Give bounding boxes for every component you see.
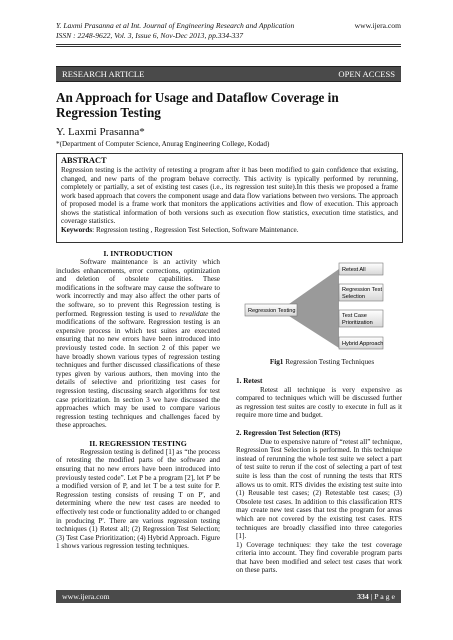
retest-heading: 1. Retest bbox=[236, 377, 263, 385]
right-column bbox=[236, 377, 402, 575]
left-column bbox=[56, 249, 220, 551]
figure-label-rts-2: Selection bbox=[342, 294, 366, 300]
journal-website-link[interactable]: www.ijera.com bbox=[354, 21, 401, 30]
abstract-box bbox=[56, 153, 403, 243]
paper-author: Y. Laxmi Prasanna* bbox=[56, 126, 145, 138]
article-type-banner bbox=[56, 66, 401, 82]
journal-citation: Y. Laxmi Prasanna et al Int. Journal of Engineering Research and Application bbox=[56, 21, 295, 30]
footer-website-link[interactable]: www.ijera.com bbox=[62, 592, 110, 601]
page-footer bbox=[56, 590, 401, 603]
abstract-heading: ABSTRACT bbox=[61, 156, 107, 165]
figure-label-prio-2: Prioritization bbox=[342, 320, 373, 326]
regression-techniques-figure bbox=[243, 262, 401, 354]
page-label: | P a g e bbox=[368, 592, 395, 601]
keywords-label: Keywords bbox=[61, 225, 93, 234]
paper-title: An Approach for Usage and Dataflow Coverage in Regression Testing bbox=[56, 90, 339, 120]
regression-heading: II. REGRESSION TESTING bbox=[89, 438, 187, 448]
page-number: 334 bbox=[357, 592, 369, 601]
retest-paragraph: Retest all technique is very expensive as compared to techniques which will be discussed further as regression test suites are costly to execute in full as it require more time and budget. bbox=[236, 385, 402, 420]
keywords-text: : Regression testing , Regression Test Selection, Software Maintenance. bbox=[92, 225, 299, 234]
rts-heading: 2. Regression Test Selection (RTS) bbox=[236, 428, 341, 437]
figure-caption bbox=[243, 358, 401, 366]
intro-heading: I. INTRODUCTION bbox=[103, 249, 173, 258]
keywords-line bbox=[61, 226, 398, 235]
figure-caption-label: Fig1 bbox=[269, 358, 284, 366]
footer-page-info bbox=[357, 590, 395, 603]
rts-coverage-paragraph: 1) Coverage techniques: they take the test coverage criteria into account. They find coverable program parts that have been modified and select test cases that work on these parts. bbox=[236, 540, 402, 575]
figure-caption-text: Regression Testing Techniques bbox=[283, 358, 375, 366]
figure-root-label: Regression Testing bbox=[248, 308, 296, 314]
regression-paragraph: Regression testing is defined [1] as “the process of retesting the modified parts of the software and ensuring that no new errors have been introduced into previously tested code”. Let P be a program [2], let P' be a modified version of P, and let T be a test suite for P. Regression testing consists of reusing T on P', and determining where the new test cases are needed to effectively test code or functionality added to or changed in producing P'. There are various regression testing techniques (1) Retest all; (2) Regression Test Selection; (3) Test Case Prioritization; (4) Hybrid Approach. Figure 1 shows various regression testing techniques. bbox=[56, 447, 220, 551]
rts-paragraph: Due to expensive nature of “retest all” technique, Regression Test Selection is performed. In this technique instead of rerunning the whole test suite we select a part of test suite to rerun if the cost of selecting a part of test suite is less than the cost of running the tests that RTS allows us to omit. RTS divides the existing test suite into (1) Reusable test cases; (2) Retestable test cases; (3) Obsolete test cases. In addition to this classification RTS may create new test cases that test the program for areas which are not covered by the existing test cases. RTS techniques are broadly classified into three categories [1]. bbox=[236, 437, 402, 541]
journal-header bbox=[56, 21, 401, 41]
journal-issn: ISSN : 2248-9622, Vol. 3, Issue 6, Nov-Dec 2013, pp.334-337 bbox=[56, 31, 244, 40]
abstract-text: Regression testing is the activity of retesting a program after it has been modified to gain confidence that existing, changed, and new parts of the program behave correctly. This activity is typically performed by rerunning, completely or partially, a set of existing test cases (i.e., its regression test suite).In this thesis we proposed a frame work based approach that covers the component usage and data flow variations between two versions. The approach of proposed model is a frame work that monitors the applications activities and flow of execution. This approach shows the statistical information of both versions such as execution flow statistics, execution time statistics, and coverage statistics. bbox=[61, 166, 398, 225]
research-article-label: RESEARCH ARTICLE bbox=[62, 69, 145, 79]
open-access-label: OPEN ACCESS bbox=[338, 69, 395, 79]
header-rule-bottom bbox=[56, 46, 401, 47]
intro-paragraph bbox=[56, 258, 220, 430]
figure-label-prio-1: Test Case bbox=[342, 313, 367, 319]
header-rule-top bbox=[56, 44, 401, 45]
figure-label-retest-all: Retest All bbox=[342, 267, 366, 273]
intro-text-a: Software maintenance is an activity which includes enhancements, error corrections, optimization and deletion of obsolete capabilities. These modifications in the software may cause the software to work incorrectly and may also affect the other parts of the software, so to prevent this Regression testing is performed. Regression testing is used to bbox=[56, 258, 220, 318]
intro-text-b: the modifications of the software. Regression testing is an expensive process in which test suites are executed ensuring that no new errors have been introduced into previously tested code. In section 2 of this paper we have broadly shown various types of regression testing techniques and further discussed classifications of these types given by various authors, then moving into the details of selective and prioritizing test cases for regression testing, discussing search algorithms for test case prioritization. In section 3 we have discussed the approaches which may be used to compare various regression testing techniques and challenges faced by these approaches. bbox=[56, 309, 220, 430]
intro-text-emphasis: revalidate bbox=[179, 309, 209, 318]
figure-label-rts-1: Regression Test bbox=[342, 287, 383, 293]
author-affiliation: *(Department of Computer Science, Anurag Engineering College, Kodad) bbox=[56, 140, 270, 148]
figure-label-hybrid: Hybrid Approach bbox=[342, 341, 384, 347]
